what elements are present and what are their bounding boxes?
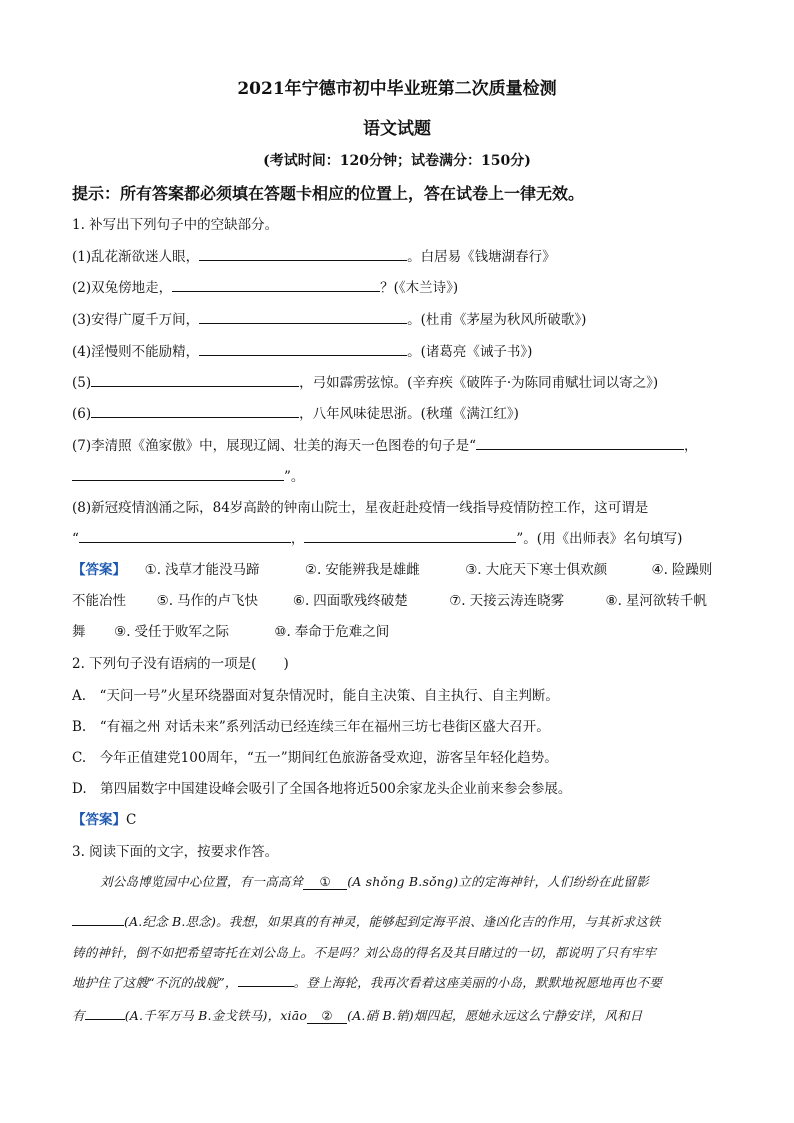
exam-hint: 提示：所有答案都必须填在答题卡相应的位置上，答在试卷上一律无效。 xyxy=(72,184,585,203)
exam-subtitle: 语文试题 xyxy=(363,119,431,139)
q1-item-5 xyxy=(72,371,658,391)
q1-answer-label: 【答案】 xyxy=(72,562,126,578)
q1-item-2-pre: (2)双兔傍地走， xyxy=(72,280,173,296)
q1-item-1-post: 。白居易《钱塘湖春行》 xyxy=(407,249,556,265)
q1-item-3-pre: (3)安得广厦千万间， xyxy=(72,312,200,328)
q1-item-7-cont xyxy=(72,465,304,485)
q1-answer-4-cont: 不能冶性 xyxy=(72,593,126,609)
q1-item-3-post: 。(杜甫《茅屋为秋风所破歌》) xyxy=(407,312,587,328)
q3-stem: 3. 阅读下面的文字，按要求作答。 xyxy=(72,844,279,860)
q1-answer-row-2 xyxy=(72,589,713,609)
exam-info: (考试时间：120分钟；试卷满分：150分) xyxy=(263,153,531,169)
q1-item-4-post: 。(诸葛亮《诫子书》) xyxy=(407,344,533,360)
q2-stem: 2. 下列句子没有语病的一项是( ) xyxy=(72,656,289,672)
q1-item-1-pre: (1)乱花渐欲迷人眼， xyxy=(72,249,200,265)
q1-answer-row-1 xyxy=(72,558,718,578)
q1-answer-row-3 xyxy=(72,620,395,640)
q1-answer-3: ③. 大庇天下寒士俱欢颜 xyxy=(465,562,608,578)
q1-item-5-post: ，弓如霹雳弦惊。(辛弃疾《破阵子·为陈同甫赋壮词以寄之》) xyxy=(299,375,659,391)
q1-answer-5: ⑤. 马作的卢飞快 xyxy=(156,593,258,609)
q2-option-b: B. “有福之州 对话未来”系列活动已经连续三年在福州三坊七巷街区盛大召开。 xyxy=(72,719,550,735)
q3-blank-4[interactable] xyxy=(85,1007,125,1020)
q1-item-8-open: “ xyxy=(72,531,79,547)
q1-item-2-blank[interactable] xyxy=(172,279,380,292)
q1-item-8-blank-a[interactable] xyxy=(79,530,291,543)
q1-item-6 xyxy=(72,402,519,422)
q1-item-4-blank[interactable] xyxy=(199,343,407,356)
q1-item-3-blank[interactable] xyxy=(199,311,407,324)
q2-answer-label: 【答案】 xyxy=(72,812,126,828)
q1-item-7 xyxy=(72,434,698,454)
q2-option-a: A. “天问一号”火星环绕器面对复杂情况时，能自主决策、自主执行、自主判断。 xyxy=(72,688,559,704)
q1-item-8: (8)新冠疫情汹涌之际，84岁高龄的钟南山院士，星夜赶赴疫情一线指导疫情防控工作，这可谓是 xyxy=(72,500,649,516)
q1-item-8-end: ”。(用《出师表》名句填写) xyxy=(516,531,683,547)
q1-answer-10: ⑩. 奉命于危难之间 xyxy=(274,624,390,640)
q1-item-6-post: ，八年风味徒思浙。(秋瑾《满江红》) xyxy=(299,406,519,422)
q1-item-7-pre: (7)李清照《渔家傲》中，展现辽阔、壮美的海天一色图卷的句子是“ xyxy=(72,438,477,454)
q3-blank-5[interactable]: ② xyxy=(307,1008,347,1024)
q1-item-8-cont xyxy=(72,527,682,547)
q3-blank-2[interactable] xyxy=(72,913,124,926)
q1-item-5-blank[interactable] xyxy=(91,374,299,387)
q1-item-6-blank[interactable] xyxy=(91,405,299,418)
q1-item-4 xyxy=(72,340,532,360)
q1-answer-8-cont: 舞 xyxy=(72,624,86,640)
q1-stem: 1. 补写出下列句子中的空缺部分。 xyxy=(72,217,279,233)
q3-passage-line-1: 刘公岛博览园中心位置，有一高高耸 ① (A shǒng B.sǒng)立的定海神针，人们纷纷在此留影 xyxy=(100,874,649,889)
q1-item-1 xyxy=(72,245,556,265)
q3-passage-line-3: 铸的神针，倒不如把希望寄托在刘公岛上。不是吗？刘公岛的得名及其目睹过的一切，都说明了只有牢牢 xyxy=(72,945,657,960)
q3-passage-line-2: (A.纪念 B.思念)。我想，如果真的有神灵，能够起到定海平浪、逢凶化吉的作用，与其祈求这铁 xyxy=(72,912,661,930)
q2-option-d: D. 第四届数字中国建设峰会吸引了全国各地将近500余家龙头企业前来参会参展。 xyxy=(72,781,572,797)
q3-blank-1[interactable]: ① xyxy=(303,874,347,890)
q1-answer-9: ⑨. 受任于败军之际 xyxy=(114,624,229,640)
q1-item-6-pre: (6) xyxy=(72,406,92,422)
q3-passage-line-4: 地护住了这艘“不沉的战舰”， 。登上海轮，我再次看着这座美丽的小岛，默默地祝愿地再也不要 xyxy=(72,975,662,990)
q1-item-8-blank-b[interactable] xyxy=(304,530,516,543)
q3-blank-3[interactable] xyxy=(238,974,294,987)
q1-item-7-end: ”。 xyxy=(284,469,305,485)
q1-item-7-mid: ， xyxy=(684,438,698,454)
q1-item-7-blank-b[interactable] xyxy=(72,468,284,481)
q1-item-2 xyxy=(72,276,458,296)
q1-item-3 xyxy=(72,308,586,328)
q1-item-5-pre: (5) xyxy=(72,375,92,391)
q1-item-2-post: ？(《木兰诗》) xyxy=(380,280,459,296)
q1-answer-8: ⑧. 星河欲转千帆 xyxy=(605,593,707,609)
q1-item-1-blank[interactable] xyxy=(199,248,407,261)
q1-item-4-pre: (4)淫慢则不能励精， xyxy=(72,344,200,360)
q3-passage-line-5: 有 (A.千军万马 B.金戈铁马)，xiāo ② (A.硝 B.销)烟四起，愿她永远这么宁静安详，风和日 xyxy=(72,1008,643,1023)
q2-answer-value: C xyxy=(126,812,137,828)
q1-answer-6: ⑥. 四面歌残终破楚 xyxy=(292,593,408,609)
q2-answer xyxy=(72,808,136,828)
q1-item-8-mid: ， xyxy=(290,531,305,547)
q1-item-7-blank-a[interactable] xyxy=(476,437,684,450)
q1-answer-7: ⑦. 天接云涛连晓雾 xyxy=(449,593,565,609)
exam-title: 2021年宁德市初中毕业班第二次质量检测 xyxy=(237,79,557,99)
q1-answer-2: ②. 安能辨我是雄雌 xyxy=(304,562,420,578)
q1-answer-1: ①. 浅草才能没马蹄 xyxy=(144,562,260,578)
q2-option-c: C. 今年正值建党100周年，“五一”期间红色旅游备受欢迎，游客呈年轻化趋势。 xyxy=(72,750,558,766)
q1-answer-4: ④. 险躁则 xyxy=(651,562,713,578)
